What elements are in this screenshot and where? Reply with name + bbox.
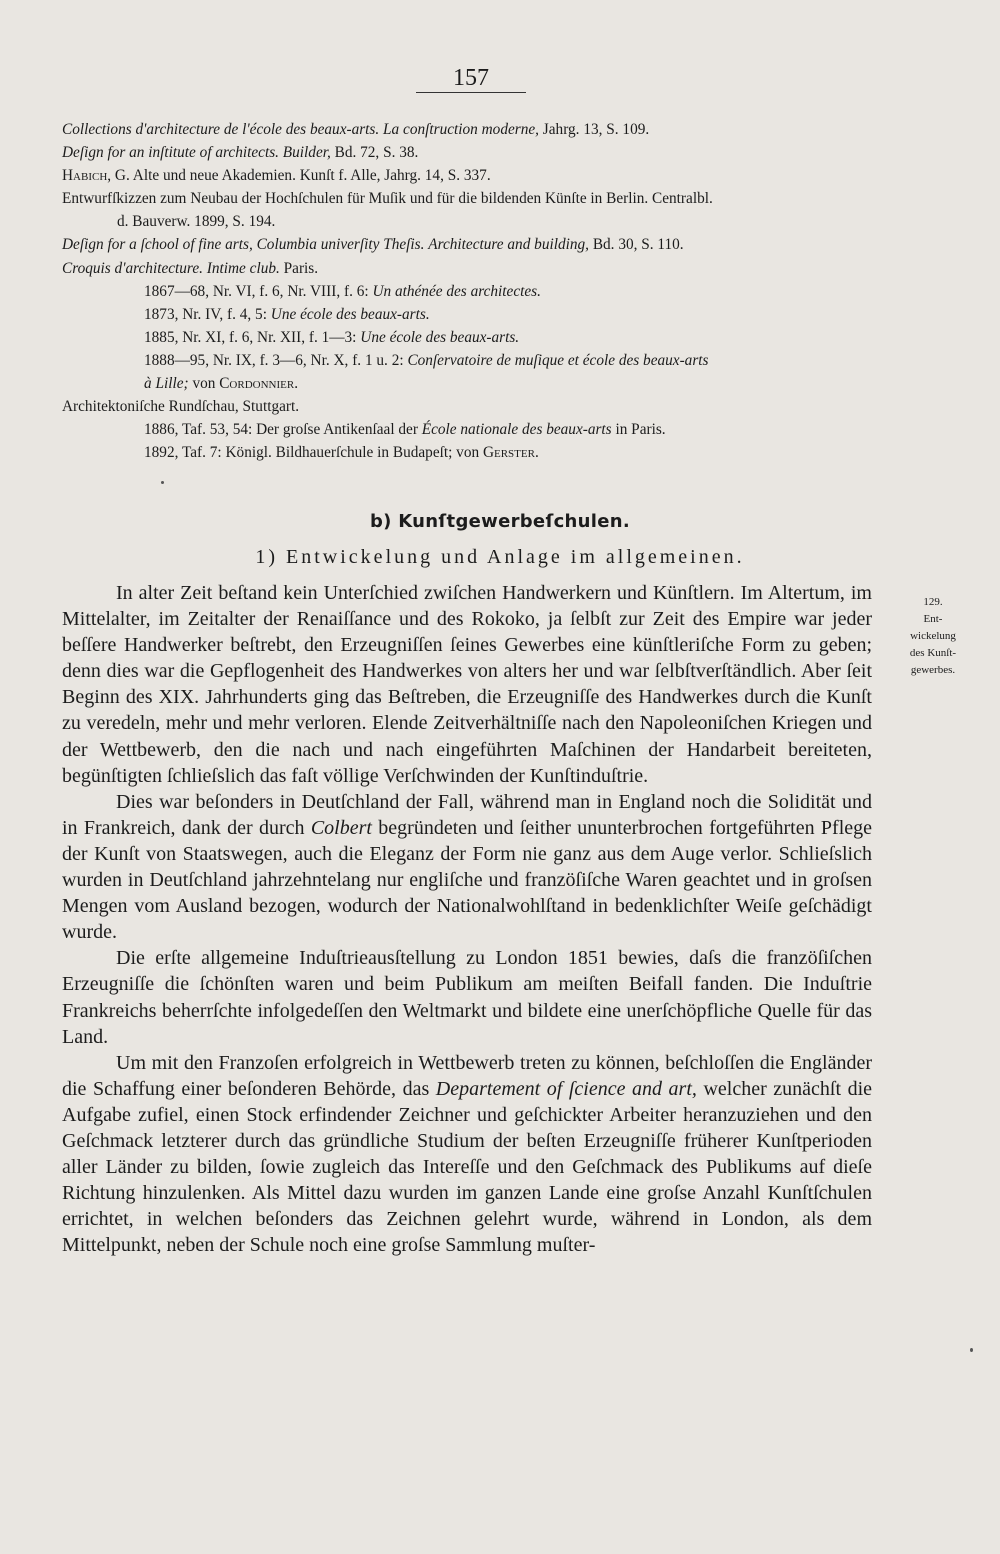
- text-run: Paris.: [279, 259, 319, 277]
- italic-text: Conſervatoire de muſique et école des beaux-arts: [407, 351, 709, 369]
- italic-text: Croquis d'architecture.: [62, 259, 203, 277]
- italic-text: Un athénée des architectes.: [372, 282, 541, 300]
- bibliography-entry: [62, 372, 877, 395]
- bibliography-entry: [62, 141, 877, 164]
- text-run: 1892, Taf. 7: Königl. Bildhauerſchule in Budapeſt; von: [144, 444, 483, 462]
- text-run: welcher zunächſt die Aufgabe zufiel, einen Stock erfindender Zeichner und geſchickter Arbeiter heranzuziehen und den Geſchmack letzterer durch das gründliche Studium der beſten Erzeugniſſe früherer Kunſtperioden aller Länder zu bilden, ſowie zugleich das Intereſſe und den Geſchmack des Publikums auf dieſe Richtung hinzulenken. Als Mittel dazu wurden im ganzen Lande eine groſse Anzahl Kunſtſchulen errichtet, in welchen beſonders das Zeichnen gelehrt wurde, während in London, als dem Mittelpunkt, neben der Schule noch eine groſse Sammlung muſter-: [62, 1077, 873, 1257]
- bibliography-entry: [62, 118, 877, 141]
- italic-text: La conſtruction moderne,: [383, 121, 539, 138]
- body-text: [62, 580, 872, 1258]
- body-paragraph: [62, 580, 872, 789]
- body-paragraph: [62, 945, 872, 1049]
- text-run: Entwurfſkizzen zum Neubau der Hochſchulen für Muſik und für die bildenden Künſte in Berlin. Centralbl.: [62, 190, 713, 208]
- text-run: .: [294, 375, 299, 393]
- bibliography-entry: [62, 187, 877, 210]
- page-speck: [161, 481, 164, 484]
- text-run: in Paris.: [611, 421, 666, 439]
- bibliography-entry: [62, 233, 877, 256]
- italic-text: Une école des beaux-arts.: [270, 305, 430, 323]
- text-run: , G. Alte und neue Akademien. Kunſt f. Alle, Jahrg. 14, S. 337.: [107, 167, 491, 185]
- italic-text: Departement of ſcience and art,: [435, 1077, 697, 1100]
- bibliography-entry: [62, 210, 877, 233]
- italic-text: à Lille;: [144, 375, 189, 393]
- section-title: b) Kunſtgewerbeſchulen.: [369, 511, 631, 532]
- bibliography-entry: [62, 164, 877, 187]
- bibliography-entry: [62, 257, 877, 280]
- text-run: d. Bauverw. 1899, S. 194.: [117, 213, 276, 231]
- bibliography-entry: [62, 349, 877, 372]
- text-run: Bd. 30, S. 110.: [589, 236, 684, 254]
- text-run: In alter Zeit beſtand kein Unterſchied zwiſchen Handwerkern und Künſtlern. Im Altertum, im Mittelalter, im Zeitalter der Renaiſſance und des Rokoko, ja ſelbſt zur Zeit des Empire war jeder beſſere Handwerker beſtrebt, den Erzeugniſſen ſeines Gewerbes eine künſtleriſche Form zu geben; denn dies war die Gepflogenheit des Handwerkes von alters her und war ſelbſtverſtändlich. Aber ſeit Beginn des XIX. Jahrhunderts ging das Beſtreben, die Erzeugniſſe des Handwerkes durch die Kunſt zu veredeln, mehr und mehr verloren. Elende Zeitverhältniſſe nach den Napoleoniſchen Kriegen und der Wettbewerb, den die nach und nach eingeführten Maſchinen der Handarbeit bereiteten, begünſtigten ſchlieſslich das faſt völlige Verſchwinden der Kunſtinduſtrie.: [62, 582, 872, 787]
- text-run: Bd. 72, S. 38.: [330, 144, 419, 162]
- small-caps-name: Cordonnier: [219, 375, 295, 393]
- text-run: 1873, Nr. IV, f. 4, 5:: [144, 305, 271, 323]
- italic-text: Deſign for a ſchool of fine arts, Columbia univerſity Theſis.: [62, 236, 425, 254]
- italic-text: École nationale des beaux-arts: [421, 421, 612, 439]
- text-run: begründeten und ſeither ununterbrochen fortgeführten Pflege der Kunſt von Staatswegen, auch die Eleganz der Form nie ganz aus dem Auge verlor. Schlieſslich wurden in Deutſchland jahrzehntelang nur engliſche und franzöſiſche Waren geachtet und in groſsen Mengen vom Ausland bezogen, wodurch der Nationalwohlſtand in bedenklichſter Weiſe geſchädigt wurde.: [62, 816, 873, 944]
- bibliography-entry: [62, 395, 877, 418]
- bibliography-entry: [62, 418, 877, 441]
- small-caps-name: Gerster: [482, 444, 535, 462]
- margin-note-number: 129.: [923, 596, 943, 608]
- bibliography-entry: [62, 303, 877, 326]
- page-speck: [970, 1348, 973, 1352]
- italic-text: Colbert: [310, 816, 372, 839]
- page-number: 157: [453, 65, 489, 91]
- text-run: 1888—95, Nr. IX, f. 3—6, Nr. X, f. 1 u. 2:: [144, 351, 408, 369]
- italic-text: Architecture and building,: [428, 236, 589, 254]
- small-caps-name: Habich: [62, 167, 108, 185]
- text-run: von: [188, 375, 220, 393]
- italic-text: Collections d'architecture de l'école des beaux-arts.: [62, 121, 380, 138]
- text-run: Architektoniſche Rundſchau, Stuttgart.: [62, 398, 300, 416]
- margin-note: [898, 594, 968, 679]
- text-run: Jahrg. 13, S. 109.: [538, 121, 650, 138]
- text-run: Die erſte allgemeine Induſtrieausſtellung zu London 1851 bewies, daſs die franzöſiſchen Erzeugniſſe die ſchönſten waren und beim Publikum am meiſten Beifall fanden. Die Induſtrie Frankreichs beherrſchte infolgedeſſen den Weltmarkt und bildete eine unerſchöpfliche Quelle für das Land.: [62, 947, 872, 1048]
- bibliography-entry: [62, 441, 877, 464]
- bibliography-entry: [62, 280, 877, 303]
- text-run: 1867—68, Nr. VI, f. 6, Nr. VIII, f. 6:: [144, 282, 373, 300]
- margin-note-line: wickelung: [910, 630, 956, 642]
- margin-note-line: gewerbes.: [910, 664, 956, 676]
- italic-text: Builder,: [282, 144, 331, 162]
- bibliography-entry: [62, 326, 877, 349]
- text-run: Um mit den Franzoſen erfolgreich in Wettbewerb treten zu können, beſchloſſen die Engländer die Schaffung einer beſonderen Behörde, das: [62, 1051, 872, 1100]
- body-paragraph: [62, 789, 872, 946]
- italic-text: Une école des beaux-arts.: [360, 328, 520, 346]
- bibliography-list: [62, 118, 877, 464]
- page-number-rule: [416, 92, 526, 93]
- italic-text: Intime club.: [206, 259, 280, 277]
- italic-text: Deſign for an inſtitute of architects.: [62, 144, 279, 162]
- subsection-title: 1) Entwickelung und Anlage im allgemeinen.: [255, 546, 745, 568]
- text-run: .: [534, 444, 539, 462]
- text-run: 1886, Taf. 53, 54: Der groſse Antikenſaal der: [144, 421, 422, 439]
- body-paragraph: [62, 1050, 872, 1259]
- text-run: Dies war beſonders in Deutſchland der Fall, während man in England noch die Solidität und in Frankreich, dank der durch: [62, 790, 872, 839]
- margin-note-line: Ent-: [923, 613, 943, 625]
- text-run: 1885, Nr. XI, f. 6, Nr. XII, f. 1—3:: [144, 328, 361, 346]
- margin-note-line: des Kunſt-: [909, 647, 957, 659]
